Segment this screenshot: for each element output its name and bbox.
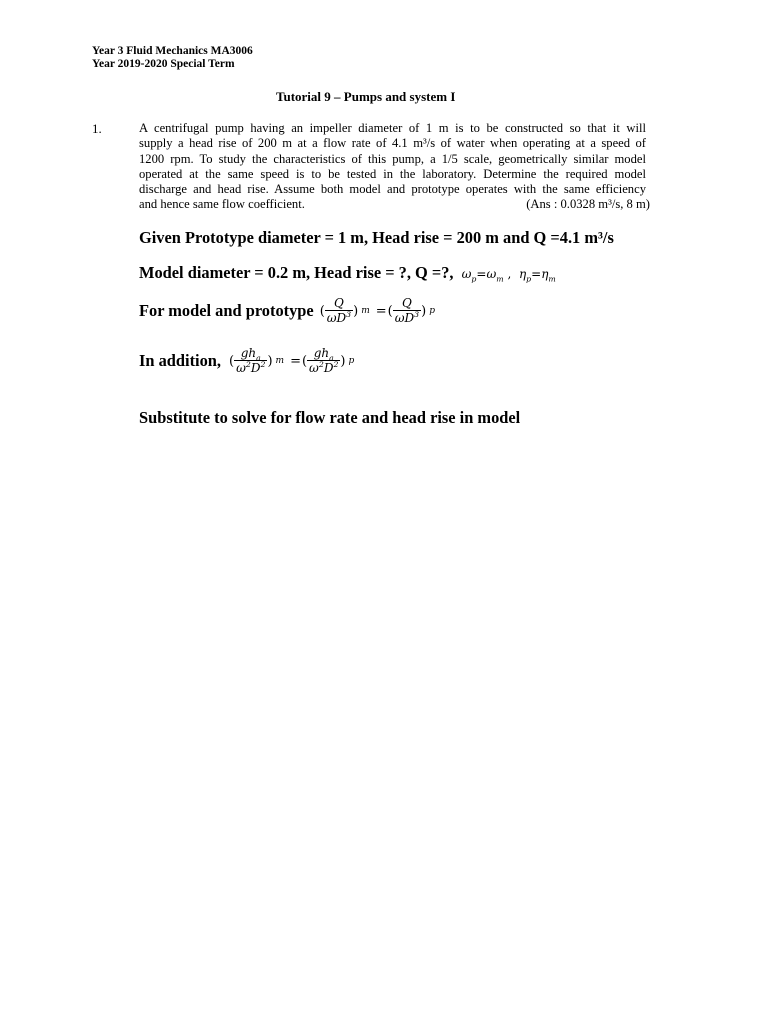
eta-symbol: η — [541, 267, 549, 281]
page-title: Tutorial 9 – Pumps and system I — [276, 89, 456, 104]
model-subscript: m — [361, 306, 370, 316]
flow-coefficient-line — [139, 296, 435, 326]
head-label: In addition, — [139, 351, 221, 370]
given-line: Given Prototype diameter = 1 m, Head rise = 200 m and Q =4.1 m³/s — [139, 228, 614, 247]
prototype-subscript: p — [429, 306, 435, 316]
question-line: 1200 rpm. To study the characteristics of this pump, a 1/5 scale, geometrically similar model — [139, 151, 646, 166]
omega-symbol: ω — [486, 267, 497, 281]
question-number: 1. — [92, 121, 102, 136]
course-header: Year 3 Fluid Mechanics MA3006 — [92, 45, 253, 57]
head-fraction-prototype: $\frac{gh_a}{\omega^2D^2}$ — [309, 346, 339, 375]
head-coefficient-line — [139, 346, 354, 376]
prototype-subscript: p — [348, 356, 355, 366]
sub-m: m — [548, 274, 556, 284]
omega-symbol: ω — [461, 267, 472, 281]
model-line — [139, 263, 556, 283]
question-text — [139, 121, 650, 213]
question-line: operated at the same speed is to be tested in the laboratory. Determine the required model — [139, 166, 646, 181]
question-line-last — [139, 197, 650, 212]
head-fraction-model: $\frac{gh_a}{\omega^2D^2}$ — [236, 346, 266, 375]
sub-m: m — [496, 274, 504, 284]
question-line: and hence same flow coefficient. — [139, 197, 305, 212]
question-line: supply a head rise of 200 m at a flow rate of 4.1 m³/s of water when operating at a speed of — [139, 136, 646, 151]
eta-symbol: η — [518, 267, 527, 281]
model-subscript: m — [275, 356, 285, 366]
speed-equality: $\omega_p=\omega_m$ , $\eta_p=\eta_m$ — [461, 267, 556, 284]
flow-label: For model and prototype — [139, 301, 314, 320]
sub-p: p — [526, 274, 532, 284]
model-text: Model diameter = 0.2 m, Head rise = ?, Q =?, — [139, 263, 454, 282]
term-header: Year 2019-2020 Special Term — [92, 58, 235, 70]
flow-equation: ( $\frac{Q}{\omega D^3}$ ) m = ( $\frac{Q}{\omega D^3}$ ) p — [319, 296, 435, 325]
question-line: discharge and head rise. Assume both model and prototype operates with the same efficiency — [139, 182, 646, 197]
sub-p: p — [471, 274, 477, 284]
answer-text: (Ans : 0.0328 m³/s, 8 m) — [526, 197, 650, 212]
head-equation: ( $\frac{gh_a}{\omega^2D^2}$ ) m = ( $\frac{gh_a}{\omega^2D^2}$ ) p — [229, 346, 355, 375]
flow-fraction-model: $\frac{Q}{\omega D^3}$ — [326, 296, 352, 325]
flow-fraction-prototype: $\frac{Q}{\omega D^3}$ — [394, 296, 420, 325]
conclusion-line: Substitute to solve for flow rate and head rise in model — [139, 408, 521, 427]
question-line: A centrifugal pump having an impeller diameter of 1 m is to be constructed so that it will — [139, 121, 646, 135]
